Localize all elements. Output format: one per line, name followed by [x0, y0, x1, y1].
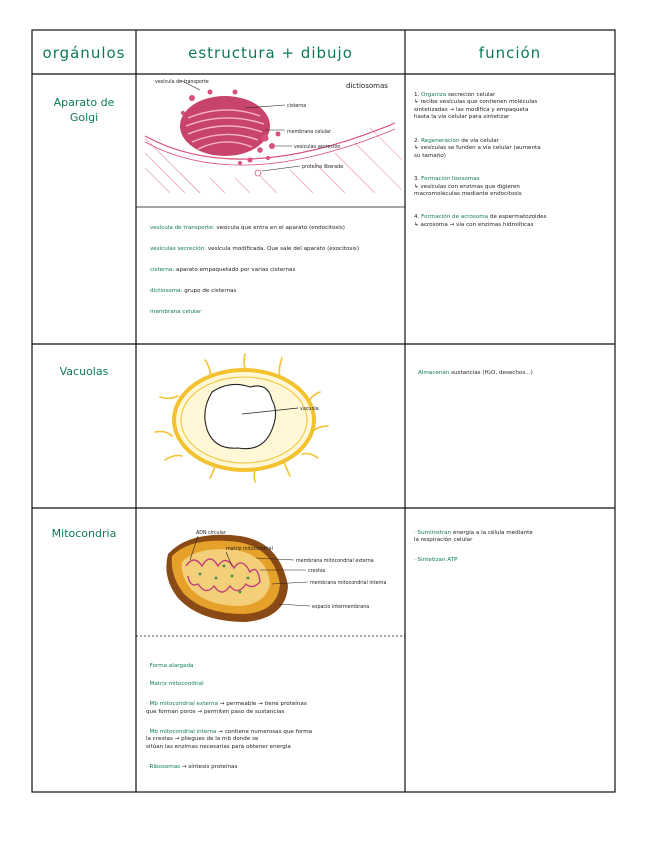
label-dictiosomas: dictiosomas	[346, 82, 388, 90]
header-organulos: orgánulos	[42, 44, 126, 62]
label-espacio: espacio intermembrana	[312, 605, 370, 610]
golgi-function-2: 2. Regeneración de vía celular ↳ vesículas se funden a vía celular (aumenta su tamaño)	[414, 137, 541, 159]
golgi-note-5: membrana celular	[150, 309, 202, 316]
mito-function-2: · Sintetizan ATP	[414, 557, 458, 564]
mito-functions	[414, 522, 610, 573]
label-membrana: membrana celular	[287, 130, 331, 135]
golgi-note-2: vesículas secreción: vesícula modificada. Que sale del aparato (exocitosis)	[150, 245, 359, 252]
golgi-notes	[150, 217, 400, 325]
header-funcion: función	[478, 44, 542, 62]
vacuole-function: Almacenan sustancias (H₂O, desechos...)	[418, 369, 533, 376]
golgi-note-1: vesícula de transporte: vesícula que entra en el aparato (endocitosis)	[150, 224, 345, 231]
golgi-diagram	[140, 78, 402, 204]
row-title-golgi: Aparato de Golgi	[53, 96, 115, 124]
golgi-note-4: dictiosoma: grupo de cisternas	[150, 288, 237, 295]
label-vacuola: vacuola	[300, 407, 319, 412]
golgi-function-4: 4. Formación de acrosoma de espermatozoides ↳ acrosoma → vía con enzimas hidrolíticas	[414, 214, 547, 228]
mito-note-3: · Mb mitocondrial externa → permeable → tiene proteínas que forman poros → permiten paso de sustancias	[146, 700, 307, 715]
label-adn: ADN circular	[196, 531, 226, 536]
mito-notes	[146, 655, 402, 779]
label-vesicula-transporte: vesícula de transporte	[155, 80, 209, 85]
golgi-note-3: cisterna: aparato empaquetado por varias cisternas	[150, 266, 296, 273]
golgi-function-1: 1. Organiza secreción celular ↳ recibe vesículas que contienen moléculas sintetizadas → las modifica y empaqueta hasta la vía celular para sintetizar	[414, 91, 538, 121]
golgi-function-3: 3. Formación lisosomas ↳ vesículas con enzimas que digieren macromoléculas mediante endocitosis	[414, 175, 522, 198]
golgi-functions	[414, 84, 610, 237]
label-cisterna: cisterna	[287, 104, 307, 109]
label-membrana-interna: membrana mitocondrial interna	[310, 581, 387, 586]
mito-note-2: · Matriz mitocondrial	[146, 680, 204, 687]
label-vesiculas-secrecion: vesículas secreción	[294, 145, 341, 150]
row-title-vacuolas: Vacuolas	[59, 365, 109, 378]
label-proteina: proteína liberada	[302, 165, 344, 170]
mito-note-5: · Ribosomas → síntesis proteínas	[146, 764, 238, 771]
vacuole-diagram	[150, 352, 350, 484]
label-crestas: crestas	[308, 569, 326, 574]
label-membrana-externa: membrana mitocondrial externa	[296, 559, 374, 564]
mitochondria-diagram	[160, 526, 400, 630]
label-matriz: matriz mitocondrial	[226, 547, 273, 552]
mito-note-4: · Mb mitocondrial interna → contiene numerosas que forma la crestas → pliegues de la mb donde se sitúan las enzimas necesarias para obtener energía	[146, 728, 313, 750]
header-estructura: estructura + dibujo	[188, 44, 353, 62]
row-title-mitocondria: Mitocondria	[51, 527, 117, 540]
mito-function-1: · Suministran energía a la célula mediante la respiración celular	[414, 529, 533, 544]
mito-note-1: · Forma alargada	[146, 662, 194, 669]
